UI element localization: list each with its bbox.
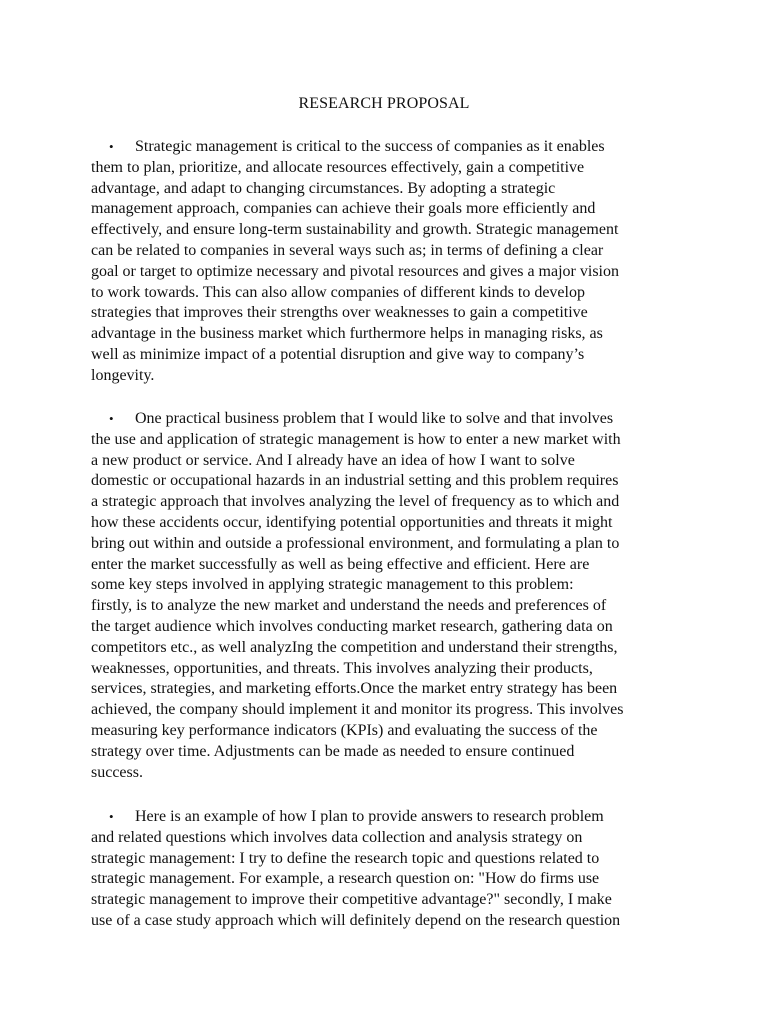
paragraph-line — [91, 471, 689, 492]
paragraph-line — [91, 262, 689, 283]
line-text: longevity. — [91, 366, 155, 384]
bullet-icon: • — [109, 411, 114, 426]
paragraph-line — [91, 366, 689, 387]
line-text: advantage in the business market which furthermore helps in managing risks, as — [91, 325, 603, 343]
paragraph-first-line — [91, 807, 689, 828]
line-text: goal or target to optimize necessary and pivotal resources and gives a major vision — [91, 262, 619, 280]
paragraph-line — [91, 911, 689, 932]
line-text: management approach, companies can achieve their goals more efficiently and — [91, 200, 596, 218]
line-text: Here is an example of how I plan to provide answers to research problem — [135, 808, 604, 825]
line-text: and related questions which involves data collection and analysis strategy on — [91, 828, 583, 846]
line-text: strategic management to improve their competitive advantage?" secondly, I make — [91, 891, 612, 909]
paragraph-first-line — [91, 137, 689, 158]
paragraph-line — [91, 828, 689, 849]
paragraph-line — [91, 679, 689, 700]
paragraph-line — [91, 555, 689, 576]
bullet-icon: • — [109, 139, 114, 154]
paragraph-line — [91, 513, 689, 534]
line-text: strategy over time. Adjustments can be made as needed to ensure continued — [91, 742, 575, 760]
paragraph-line — [91, 659, 689, 680]
line-text: well as minimize impact of a potential disruption and give way to company’s — [91, 345, 585, 363]
line-text: Strategic management is critical to the success of companies as it enables — [135, 138, 605, 155]
line-text: services, strategies, and marketing efforts.Once the market entry strategy has been — [91, 680, 618, 698]
line-text: them to plan, prioritize, and allocate resources effectively, gain a competitive — [91, 158, 585, 176]
line-text: success. — [91, 763, 143, 781]
paragraph-line — [91, 241, 689, 262]
paragraph-first-line — [91, 409, 689, 430]
line-text: strategic management: I try to define the research topic and questions related to — [91, 849, 600, 867]
paragraph-line — [91, 700, 689, 721]
paragraph-3 — [91, 807, 689, 932]
paragraph-line — [91, 179, 689, 200]
paragraph-line — [91, 220, 689, 241]
line-text: measuring key performance indicators (KPIs) and evaluating the success of the — [91, 721, 598, 739]
line-text: use of a case study approach which will definitely depend on the research question — [91, 911, 621, 929]
paragraph-line — [91, 451, 689, 472]
paragraph-line — [91, 199, 689, 220]
paragraph-line — [91, 890, 689, 911]
line-text: how these accidents occur, identifying potential opportunities and threats it might — [91, 513, 613, 531]
line-text: strategic management. For example, a research question on: "How do firms use — [91, 870, 600, 888]
line-text: a new product or service. And I already have an idea of how I want to solve — [91, 451, 575, 469]
document-title: RESEARCH PROPOSAL — [298, 95, 470, 112]
paragraph-line — [91, 742, 689, 763]
line-text: enter the market successfully as well as being effective and efficient. Here are — [91, 555, 590, 573]
line-text: bring out within and outside a professional environment, and formulating a plan to — [91, 534, 620, 552]
paragraph-line — [91, 638, 689, 659]
line-text: advantage, and adapt to changing circumstances. By adopting a strategic — [91, 179, 556, 197]
line-text: strategies that improves their strengths over weaknesses to gain a competitive — [91, 304, 588, 322]
line-text: firstly, is to analyze the new market and understand the needs and preferences of — [91, 597, 607, 615]
paragraph-line — [91, 596, 689, 617]
paragraph-line — [91, 721, 689, 742]
line-text: a strategic approach that involves analyzing the level of frequency as to which and — [91, 493, 620, 511]
line-text: domestic or occupational hazards in an industrial setting and this problem requires — [91, 472, 619, 490]
paragraph-line — [91, 534, 689, 555]
paragraph-line — [91, 763, 689, 784]
paragraph-line — [91, 575, 689, 596]
line-text: effectively, and ensure long-term sustainability and growth. Strategic management — [91, 221, 619, 239]
paragraph-line — [91, 345, 689, 366]
line-text: achieved, the company should implement it and monitor its progress. This involves — [91, 701, 624, 719]
line-text: to work towards. This can also allow companies of different kinds to develop — [91, 283, 585, 301]
paragraph-line — [91, 617, 689, 638]
paragraph-2 — [91, 409, 689, 783]
paragraph-line — [91, 492, 689, 513]
paragraph-line — [91, 869, 689, 890]
line-text: the use and application of strategic management is how to enter a new market with — [91, 430, 621, 448]
line-text: One practical business problem that I would like to solve and that involves — [135, 410, 614, 427]
line-text: the target audience which involves conducting market research, gathering data on — [91, 617, 613, 635]
line-text: weaknesses, opportunities, and threats. This involves analyzing their products, — [91, 659, 593, 677]
paragraph-line — [91, 324, 689, 345]
paragraph-line — [91, 849, 689, 870]
line-text: competitors etc., as well analyzIng the competition and understand their strengths, — [91, 638, 618, 656]
paragraph-1 — [91, 137, 689, 387]
paragraph-line — [91, 283, 689, 304]
line-text: some key steps involved in applying strategic management to this problem: — [91, 576, 574, 594]
bullet-icon: • — [109, 809, 114, 824]
paragraph-line — [91, 430, 689, 451]
paragraph-line — [91, 303, 689, 324]
line-text: can be related to companies in several ways such as; in terms of defining a clear — [91, 241, 604, 259]
paragraph-line — [91, 158, 689, 179]
